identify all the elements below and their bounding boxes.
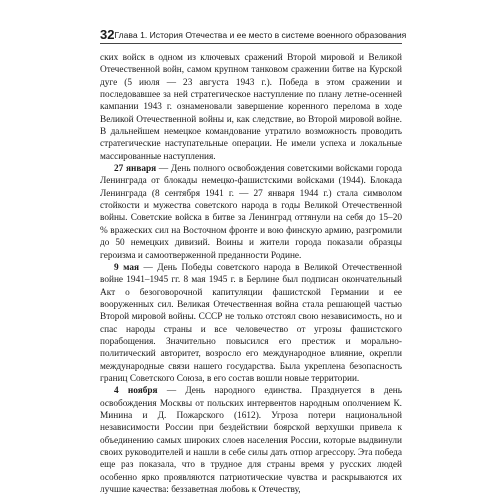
paragraph-text: — День полного освобождения советскими войсками города Ленинграда от блокады немецко-фашистскими войсками (1944). Блокада Ленинграда (8 сентября 1941 г. — 27 января 1944 г.) стала символом стойкости и мужества советского народа в годы Великой Отечественной войны. Советские войска в битве за Ленинград оттянули на себя до 15–20 % вражеских сил на Восточном фронте и вою финскую армию, разгромили до 50 немецких дивизий. Воины и жители города показали образцы героизма и самоотверженной преданности Родине. — [100, 164, 402, 261]
paragraph-date: 9 мая — [114, 262, 140, 273]
paragraph-text: ских войск в одном из ключевых сражений Второй мировой и Великой Отечественной войн, самом крупном танковом сражении битве на Курской дуге (5 июля — 23 августа 1943 г.). Победа в этом сражении и последовавшее за ней стратегическое наступление по плану летне-осенней кампании 1943 г. ознаменовали завершение коренного перелома в ходе Великой Отечественной войны и, как следствие, во Второй мировой войне. В дальнейшем немецкое командование утратило возможность проводить стратегические наступательные операции. Не имели успеха и локальные массированные наступления. — [100, 53, 402, 162]
body-text — [100, 52, 402, 496]
running-head: Глава 1. История Отечества и ее место в системе военного образования — [114, 30, 407, 40]
paragraph-may-9 — [100, 262, 402, 385]
page-header — [100, 27, 407, 44]
paragraph-date: 27 января — [114, 164, 157, 175]
paragraph-november-4 — [100, 385, 402, 496]
paragraph-text: — День Победы советского народа в Великой Отечественной войне 1941–1945 гг. 8 мая 1945 г. в Берлине был подписан окончательный Акт о безоговорочной капитуляции фашистской Германии и ее вооруженных сил. Великая Отечественная война стала решающей частью Второй мировой войны. СССР не только отстоял свою независимость, но и спас народы страны и все человечество от угрозы фашистского порабощения. Значительно повысился его престиж и морально-политический авторитет, возросло его международное влияние, окрепли международные связи нашего государства. Была укреплена безопасность границ Советского Союза, в его состав вошли новые территории. — [100, 262, 402, 384]
paragraph-continuation — [100, 52, 402, 163]
paragraph-text: — День народного единства. Празднуется в день освобождения Москвы от польских интервентов народным ополчением К. Минина и Д. Пожарского (1612). Угроза потери национальной независимости России при бездействии боярской верхушки привела к объединению самых широких слоев населения России, которые выдвинули своих руководителей и нашли в себе силы дать отпор агрессору. Эта победа еще раз показала, что в трудное для страны время у русских людей особенно ярко проявляются патриотические чувства и раскрываются их лучшие качества: беззаветная любовь к Отечеству, — [100, 386, 402, 496]
paragraph-january-27 — [100, 163, 402, 262]
paragraph-date: 4 ноября — [114, 386, 158, 397]
page-number: 32 — [100, 27, 115, 42]
